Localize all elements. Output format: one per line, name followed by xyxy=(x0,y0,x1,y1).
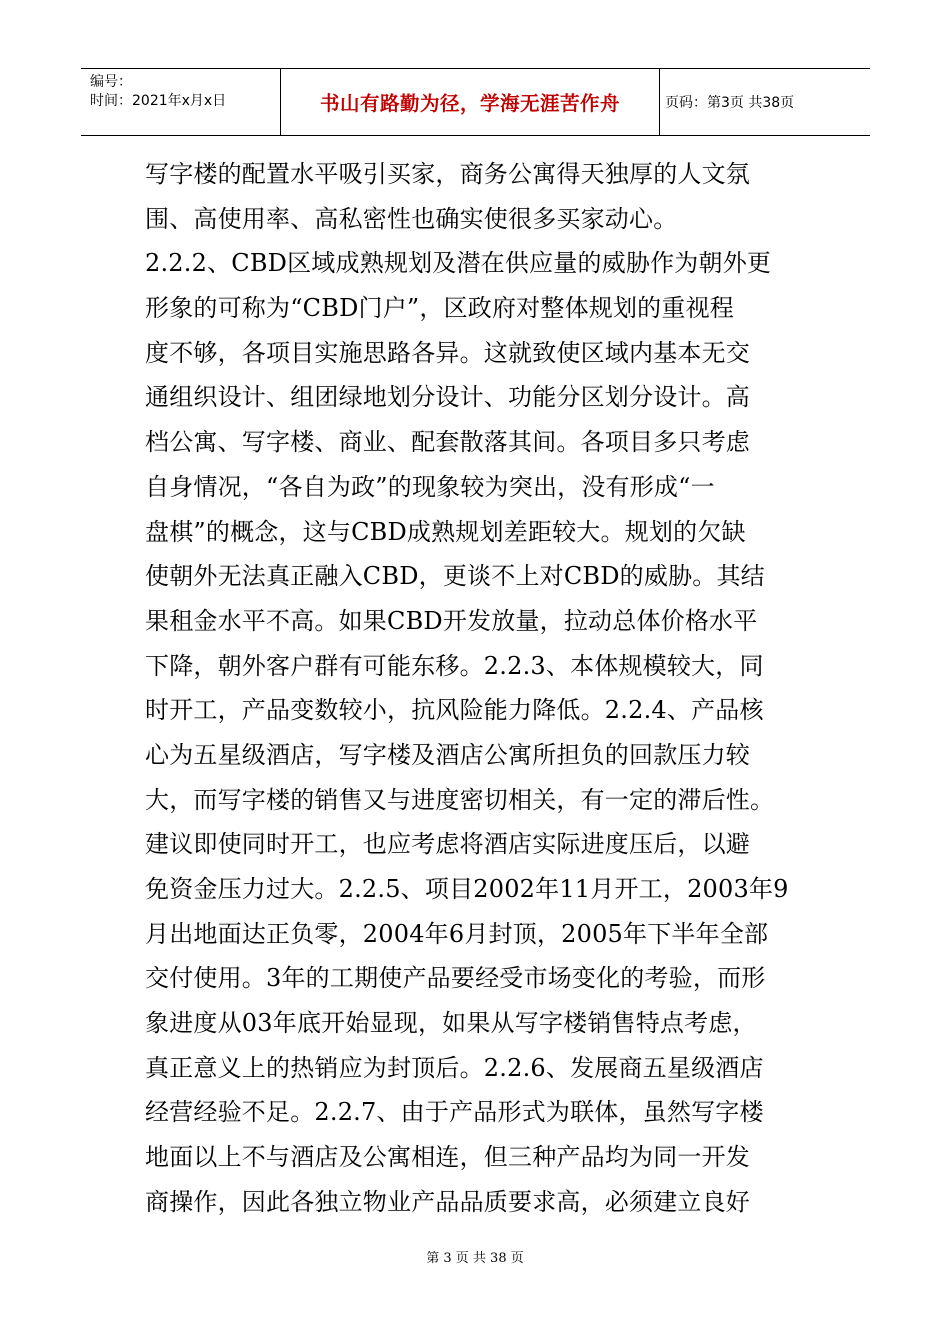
text-line: 下降，朝外客户群有可能东移。2.2.3、本体规模较大，同 xyxy=(145,651,764,680)
text-line: 度不够，各项目实施思路各异。这就致使区域内基本无交 xyxy=(145,338,750,367)
document-number-label: 编号： xyxy=(90,74,132,90)
text-line: 使朝外无法真正融入CBD，更谈不上对CBD的威胁。其结 xyxy=(145,562,765,591)
text-line: 档公寓、写字楼、商业、配套散落其间。各项目多只考虑 xyxy=(145,428,750,457)
text-line: 自身情况，“各自为政”的现象较为突出，没有形成“一 xyxy=(145,472,715,501)
text-line: 2.2.2、CBD区域成熟规划及潜在供应量的威胁作为朝外更 xyxy=(145,249,772,278)
text-line: 地面以上不与酒店及公寓相连，但三种产品均为同一开发 xyxy=(145,1143,750,1172)
text-line: 象进度从03年底开始显现，如果从写字楼销售特点考虑， xyxy=(145,1009,757,1038)
document-time-label: 时间：2021年x月x日 xyxy=(90,93,227,109)
header-motto: 书山有路勤为径，学海无涯苦作舟 xyxy=(319,92,620,115)
text-line: 经营经验不足。2.2.7、由于产品形式为联体，虽然写字楼 xyxy=(145,1098,764,1127)
header-meta xyxy=(90,73,280,111)
page-header xyxy=(81,68,870,136)
header-divider-right xyxy=(659,69,660,135)
text-line: 盘棋”的概念，这与CBD成熟规划差距较大。规划的欠缺 xyxy=(145,517,746,546)
text-line: 大，而写字楼的销售又与进度密切相关，有一定的滞后性。 xyxy=(145,785,775,814)
text-line: 通组织设计、组团绿地划分设计、功能分区划分设计。高 xyxy=(145,383,750,412)
page-footer: 第 3 页 共 38 页 xyxy=(426,1251,524,1266)
text-line: 时开工，产品变数较小，抗风险能力降低。2.2.4、产品核 xyxy=(145,696,764,725)
text-line: 免资金压力过大。2.2.5、项目2002年11月开工，2003年9 xyxy=(145,875,789,903)
text-line: 真正意义上的热销应为封顶后。2.2.6、发展商五星级酒店 xyxy=(145,1053,764,1082)
text-line: 月出地面达正负零，2004年6月封顶，2005年下半年全部 xyxy=(145,919,769,948)
text-line: 心为五星级酒店，写字楼及酒店公寓所担负的回款压力较 xyxy=(145,740,750,769)
text-line: 商操作，因此各独立物业产品品质要求高，必须建立良好 xyxy=(145,1187,750,1216)
text-line: 围、高使用率、高私密性也确实使很多买家动心。 xyxy=(145,204,678,233)
document-body xyxy=(145,152,810,1225)
text-line: 形象的可称为“CBD门户”，区政府对整体规划的重视程 xyxy=(145,294,734,323)
text-line: 写字楼的配置水平吸引买家，商务公寓得天独厚的人文氛 xyxy=(145,160,750,188)
header-page-info: 页码：第3页 共38页 xyxy=(665,95,795,111)
text-line: 建议即使同时开工，也应考虑将酒店实际进度压后，以避 xyxy=(145,830,750,859)
text-line: 交付使用。3年的工期使产品要经受市场变化的考验，而形 xyxy=(145,964,766,993)
text-line: 果租金水平不高。如果CBD开发放量，拉动总体价格水平 xyxy=(145,606,758,635)
